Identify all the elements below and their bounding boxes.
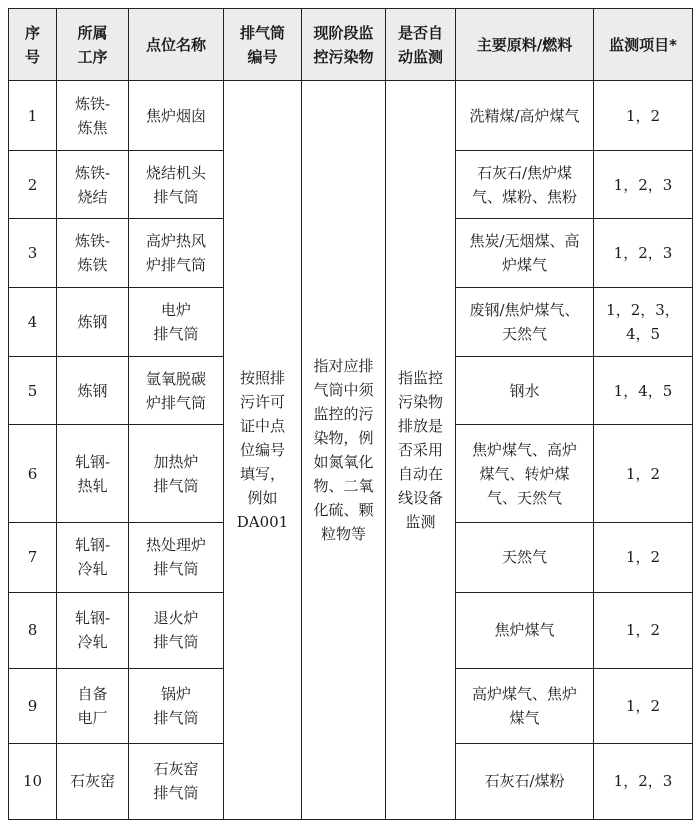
- cell-fuel: 焦炉煤气、高炉 煤气、转炉煤 气、天然气: [456, 425, 594, 522]
- header-monitoring-items: 监测项目*: [594, 9, 693, 81]
- monitoring-points-table: [8, 8, 693, 820]
- cell-process: 炼铁- 炼焦: [57, 81, 129, 151]
- header-process: 所属 工序: [57, 9, 129, 81]
- header-fuel: 主要原料/燃料: [456, 9, 594, 81]
- cell-point-name: 氩氧脱碳 炉排气筒: [129, 357, 224, 425]
- cell-point-name: 石灰窑 排气筒: [129, 743, 224, 819]
- cell-fuel: 石灰石/煤粉: [456, 743, 594, 819]
- header-auto-monitoring: 是否自 动监测: [386, 9, 456, 81]
- cell-fuel: 废钢/焦炉煤气、 天然气: [456, 288, 594, 357]
- cell-monitoring-items: 1，2，3: [594, 743, 693, 819]
- cell-seq: 8: [9, 592, 57, 668]
- cell-monitoring-items: 1，4，5: [594, 357, 693, 425]
- cell-monitoring-items: 1，2: [594, 592, 693, 668]
- cell-point-name: 焦炉烟囱: [129, 81, 224, 151]
- cell-point-name: 烧结机头 排气筒: [129, 151, 224, 219]
- cell-fuel: 洗精煤/高炉煤气: [456, 81, 594, 151]
- cell-monitoring-items: 1，2: [594, 425, 693, 522]
- cell-auto-monitoring-merged: 指监控 污染物 排放是 否采用 自动在 线设备 监测: [386, 81, 456, 820]
- cell-seq: 3: [9, 219, 57, 288]
- cell-point-name: 电炉 排气筒: [129, 288, 224, 357]
- cell-seq: 10: [9, 743, 57, 819]
- cell-monitoring-items: 1，2，3: [594, 219, 693, 288]
- cell-point-name: 高炉热风 炉排气筒: [129, 219, 224, 288]
- header-stack-id: 排气筒 编号: [224, 9, 302, 81]
- cell-fuel: 高炉煤气、焦炉 煤气: [456, 668, 594, 743]
- cell-seq: 2: [9, 151, 57, 219]
- cell-process: 自备 电厂: [57, 668, 129, 743]
- cell-seq: 4: [9, 288, 57, 357]
- cell-seq: 9: [9, 668, 57, 743]
- cell-process: 轧钢- 冷轧: [57, 592, 129, 668]
- cell-fuel: 焦炭/无烟煤、高 炉煤气: [456, 219, 594, 288]
- cell-process: 炼铁- 炼铁: [57, 219, 129, 288]
- cell-monitoring-items: 1，2: [594, 81, 693, 151]
- cell-process: 轧钢- 热轧: [57, 425, 129, 522]
- cell-seq: 1: [9, 81, 57, 151]
- cell-monitoring-items: 1，2: [594, 522, 693, 592]
- header-pollutants: 现阶段监 控污染物: [302, 9, 386, 81]
- cell-fuel: 天然气: [456, 522, 594, 592]
- header-row: [9, 9, 693, 81]
- cell-process: 炼铁- 烧结: [57, 151, 129, 219]
- cell-monitoring-items: 1，2: [594, 668, 693, 743]
- cell-monitoring-items: 1，2，3， 4，5: [594, 288, 693, 357]
- cell-process: 轧钢- 冷轧: [57, 522, 129, 592]
- header-point-name: 点位名称: [129, 9, 224, 81]
- cell-seq: 6: [9, 425, 57, 522]
- cell-stack-id-merged: 按照排 污许可 证中点 位编号 填写， 例如 DA001: [224, 81, 302, 820]
- cell-process: 炼钢: [57, 357, 129, 425]
- cell-seq: 7: [9, 522, 57, 592]
- cell-pollutants-merged: 指对应排 气筒中须 监控的污 染物，例 如氮氧化 物、二氧 化硫、颗 粒物等: [302, 81, 386, 820]
- cell-monitoring-items: 1，2，3: [594, 151, 693, 219]
- cell-fuel: 石灰石/焦炉煤 气、煤粉、焦粉: [456, 151, 594, 219]
- cell-point-name: 锅炉 排气筒: [129, 668, 224, 743]
- table-row: [9, 81, 693, 151]
- cell-point-name: 退火炉 排气筒: [129, 592, 224, 668]
- cell-point-name: 加热炉 排气筒: [129, 425, 224, 522]
- cell-fuel: 钢水: [456, 357, 594, 425]
- header-seq: 序 号: [9, 9, 57, 81]
- cell-process: 炼钢: [57, 288, 129, 357]
- cell-point-name: 热处理炉 排气筒: [129, 522, 224, 592]
- cell-seq: 5: [9, 357, 57, 425]
- cell-fuel: 焦炉煤气: [456, 592, 594, 668]
- cell-process: 石灰窑: [57, 743, 129, 819]
